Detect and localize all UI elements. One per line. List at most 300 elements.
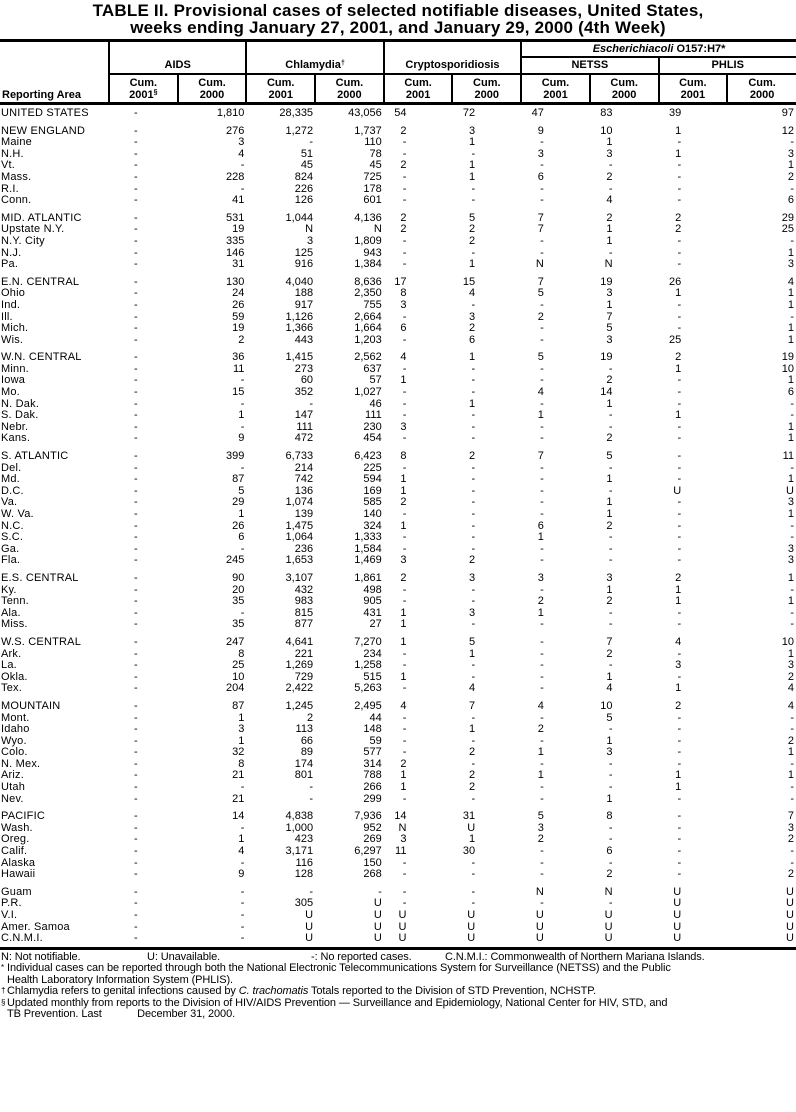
value-cell: 3 [400,833,407,846]
value-cell: 1 [400,484,407,497]
table-row [0,509,796,521]
value-cell: 7,270 [354,635,382,648]
value-cell: 43,056 [348,107,382,119]
value-cell: 140 [363,508,382,520]
value-cell: 1,366 [285,322,314,335]
value-cell: - [240,821,245,834]
value-cell: U [452,933,521,948]
value-cell: 2,350 [354,287,382,300]
value-cell: - [608,159,613,172]
value-cell: 3 [238,136,245,149]
table-row [0,660,796,672]
value-cell: - [134,496,138,509]
value-cell: 2 [675,699,682,712]
table-row [0,410,796,422]
value-cell: 2,495 [354,699,382,712]
value-cell: 1 [537,769,544,782]
value-cell: - [677,845,682,858]
value-cell: U [590,933,659,948]
value-cell: 273 [294,362,314,375]
value-cell: - [240,909,245,921]
value-cell: 2 [675,571,682,584]
value-cell: 6 [787,194,794,207]
value-cell: - [309,792,314,805]
value-cell: 2 [469,746,476,759]
value-cell: 1,203 [354,333,382,346]
value-cell: 26 [668,275,682,288]
value-cell: 601 [363,194,382,207]
value-cell: - [677,606,682,619]
value-cell: - [677,554,682,567]
value-cell: - [402,856,407,869]
value-cell: 15 [462,275,476,288]
value-cell: - [471,670,476,683]
value-cell: 236 [294,542,314,555]
value-cell: U [315,933,384,948]
value-cell: - [471,362,476,375]
reporting-area-cell: Hawaii [1,868,36,881]
value-cell: 20 [232,583,245,596]
value-cell: - [608,723,613,736]
value-cell: 2 [400,757,407,770]
value-cell: U [673,897,682,910]
value-cell: - [471,484,476,497]
table-row [0,364,796,376]
value-cell: - [134,461,138,474]
value-cell: - [402,258,407,271]
value-cell: - [677,723,682,736]
table-row [0,224,796,236]
value-cell: - [134,583,138,596]
value-cell: 6 [469,333,476,346]
table-row [0,149,796,161]
value-cell: - [402,711,407,724]
value-cell: N [305,223,314,236]
value-cell: 1 [606,670,613,683]
header-crypto-2000: Cum. 2000 [452,74,521,104]
value-cell: 276 [226,124,245,137]
value-cell: - [240,606,245,619]
value-cell: 19 [781,351,794,364]
value-cell: - [134,386,138,399]
reporting-area-cell: NEW ENGLAND [1,124,86,137]
table-row [0,846,796,858]
value-cell: 31 [462,810,476,823]
value-cell: - [378,885,382,898]
value-cell: 1 [787,746,794,759]
value-cell: 221 [294,647,314,660]
reporting-area-cell: Wyo. [1,734,27,747]
value-cell: 97 [781,107,794,119]
value-cell: - [608,531,613,544]
reporting-area-cell: Conn. [1,194,32,207]
value-cell: 2 [675,351,682,364]
value-cell: 4,136 [354,211,382,224]
footnote-aids: § Updated monthly from reports to the Division of HIV/AIDS Prevention — Surveillance and Epidemiology, National Center for HIV, STD, and TB Prevention. Last December 31, 2000. [1,996,668,1021]
reporting-area-cell: Vt. [1,159,16,172]
value-cell: U [467,821,476,834]
reporting-area-cell: Pa. [1,258,19,271]
value-cell: 2 [469,554,476,567]
value-cell: - [402,310,407,323]
value-cell: 204 [226,682,245,695]
value-cell: - [134,519,138,532]
value-cell: 174 [294,757,314,770]
value-cell: - [109,933,178,948]
value-cell: - [471,856,476,869]
value-cell: 111 [296,420,314,433]
reporting-area-cell: Oreg. [1,833,30,846]
value-cell: 1 [675,781,682,794]
value-cell: 45 [300,159,314,172]
value-cell: - [608,554,613,567]
value-cell: 943 [363,246,382,259]
value-cell: 324 [363,519,382,532]
header-chlamydia-2001: Cum. 2001 [246,74,315,104]
value-cell: - [402,461,407,474]
value-cell: 225 [363,461,382,474]
value-cell: 6 [238,531,245,544]
reporting-area-cell: W.S. CENTRAL [1,635,82,648]
reporting-area-cell: Wis. [1,333,24,346]
value-cell: - [471,508,476,520]
header-netss-2000: Cum. 2000 [590,74,659,104]
value-cell: 4 [537,699,544,712]
table-row [0,248,796,260]
value-cell: - [402,734,407,747]
value-cell: 14 [600,386,613,399]
value-cell: 1 [675,409,682,422]
table-row [0,335,796,347]
table-row [0,184,796,196]
value-cell: U [535,909,544,921]
value-cell: 26 [232,519,245,532]
value-cell: - [608,182,613,195]
value-cell: - [134,868,138,881]
value-cell: - [677,670,682,683]
reporting-area-cell: Ind. [1,298,21,311]
reporting-area-cell: Idaho [1,723,30,736]
value-cell: 3 [787,496,794,509]
value-cell: - [540,792,544,805]
value-cell: - [134,409,138,422]
header-phlis-2001: Cum. 2001 [659,74,728,104]
value-cell: - [608,769,613,782]
value-cell: 1 [400,781,407,794]
value-cell: 35 [232,595,245,608]
value-cell: - [134,333,138,346]
value-cell: 19 [232,223,245,236]
value-cell: 2 [787,170,794,183]
value-cell: 10 [781,362,794,375]
value-cell: 3,107 [285,571,314,584]
value-cell: - [540,298,544,311]
value-cell: U [673,885,682,898]
value-cell: 4 [238,147,245,160]
table-row [0,544,796,556]
value-cell: - [402,194,407,207]
value-cell: - [540,432,544,445]
value-cell: - [677,508,682,520]
table-row [0,160,796,172]
header-chlamydia-2000: Cum. 2000 [315,74,384,104]
value-cell: - [790,409,794,422]
reporting-area-cell: Colo. [1,746,28,759]
value-cell: - [402,897,407,910]
value-cell: - [134,374,138,387]
value-cell: - [677,821,682,834]
value-cell: 3 [537,571,544,584]
value-cell: 877 [294,618,314,631]
value-cell: 7 [787,810,794,823]
value-cell: 1,064 [285,531,314,544]
value-cell: - [540,635,544,648]
value-cell: U [384,933,453,948]
value-cell: - [402,333,407,346]
table-row [0,631,796,649]
value-cell: - [402,885,407,898]
reporting-area-cell: Md. [1,473,20,486]
value-cell: 1 [469,397,476,410]
header-blank [0,41,109,75]
value-cell: - [540,234,544,247]
value-cell: - [677,432,682,445]
value-cell: U [398,909,407,921]
value-cell: 1 [606,583,613,596]
value-cell: - [402,723,407,736]
value-cell: 8 [238,647,245,660]
value-cell: 4 [787,275,794,288]
value-cell: 2 [469,322,476,335]
value-cell: - [471,711,476,724]
value-cell: 454 [363,432,382,445]
value-cell: 10 [600,124,613,137]
value-cell: 8 [400,450,407,463]
value-cell: 39 [668,107,682,119]
value-cell: - [677,194,682,207]
reporting-area-cell: Tenn. [1,595,29,608]
value-cell: 1 [606,496,613,509]
value-cell: 11 [395,845,407,858]
value-cell: - [540,496,544,509]
table-row [0,555,796,567]
value-cell: 1 [787,298,794,311]
value-cell: 1 [400,618,407,631]
value-cell: 2 [469,223,476,236]
value-cell: 6 [606,845,613,858]
value-cell: - [677,542,682,555]
value-cell: 139 [294,508,314,520]
table-row [0,736,796,748]
value-cell: - [309,397,314,410]
reporting-area-cell: PACIFIC [1,810,45,823]
value-cell: - [677,386,682,399]
value-cell: - [471,374,476,387]
value-cell: 4 [537,386,544,399]
value-cell: 214 [294,461,314,474]
value-cell: 54 [394,107,407,119]
value-cell: 3 [306,234,314,247]
value-cell: - [134,223,138,236]
value-cell: 1 [469,136,476,149]
value-cell: 19 [232,322,245,335]
value-cell: U [786,897,794,910]
value-cell: U [659,933,728,948]
value-cell: - [540,484,544,497]
value-cell: 432 [294,583,314,596]
reporting-area-cell: Miss. [1,618,28,631]
value-cell: 4,641 [285,635,314,648]
reporting-area-cell: W.N. CENTRAL [1,351,82,364]
value-cell: 1 [238,409,245,422]
value-cell: - [790,531,794,544]
value-cell: - [134,322,138,335]
table-row [0,433,796,445]
value-cell: 917 [294,298,314,311]
value-cell: - [134,310,138,323]
legend-not-notifiable: N: Not notifiable. [1,950,81,963]
reporting-area-cell: Amer. Samoa [1,920,70,933]
value-cell: 3 [787,554,794,567]
value-cell: - [134,711,138,724]
value-cell: - [134,147,138,160]
reporting-area-cell: C.N.M.I. [0,933,109,948]
value-cell: 637 [363,362,382,375]
header-crypto-2001: Cum. 2001 [384,74,453,104]
header-netss-2001: Cum. 2001 [521,74,590,104]
table-row [0,346,796,364]
reporting-area-cell: Maine [1,136,32,149]
value-cell: 19 [600,275,613,288]
value-cell: 268 [363,868,382,881]
value-cell: 1 [675,287,682,300]
value-cell: 3 [469,310,476,323]
value-cell: 1 [787,647,794,660]
value-cell: 3 [469,571,476,584]
value-cell: 247 [226,635,245,648]
value-cell: 15 [232,386,245,399]
value-cell: - [134,897,138,910]
value-cell: - [608,659,613,672]
value-cell: - [134,473,138,486]
reporting-area-cell: Calif. [1,845,28,858]
value-cell: 5 [606,322,613,335]
value-cell: - [134,182,138,195]
header-aids: AIDS [109,41,246,75]
value-cell: - [240,920,245,933]
value-cell: 4 [469,682,476,695]
value-cell: - [178,933,247,948]
value-cell: - [540,647,544,660]
value-cell: 1,384 [354,258,382,271]
value-cell: 577 [363,746,382,759]
value-cell: - [134,647,138,660]
value-cell: - [471,897,476,910]
value-cell: - [402,659,407,672]
value-cell: - [134,746,138,759]
value-cell: 2 [400,571,407,584]
value-cell: 60 [300,374,314,387]
value-cell: 1 [675,769,682,782]
value-cell: - [134,275,138,288]
value-cell: 2 [606,211,613,224]
value-cell: 266 [363,781,382,794]
value-cell: 1,272 [285,124,314,137]
value-cell: 24 [232,287,245,300]
value-cell: - [134,554,138,567]
reporting-area-cell: Ohio [1,287,26,300]
value-cell: - [608,484,613,497]
value-cell: - [540,136,544,149]
value-cell: 2 [675,211,682,224]
value-cell: 2 [537,310,544,323]
value-cell: - [134,542,138,555]
value-cell: - [677,496,682,509]
value-cell: 2 [469,781,476,794]
value-cell: 1,044 [285,211,314,224]
value-cell: - [134,723,138,736]
value-cell: - [134,159,138,172]
value-cell: 9 [238,868,245,881]
reporting-area-cell: E.S. CENTRAL [1,571,79,584]
table-row [0,207,796,225]
reporting-area-cell: Wash. [1,821,33,834]
value-cell: - [402,147,407,160]
value-cell: - [677,473,682,486]
reporting-area-cell: Ky. [1,583,17,596]
value-cell: U [673,920,682,933]
value-cell: 3 [469,124,476,137]
value-cell: 51 [300,147,314,160]
value-cell: 1 [787,473,794,486]
value-cell: - [134,397,138,410]
value-cell: - [540,757,544,770]
value-cell: - [134,211,138,224]
value-cell: - [134,136,138,149]
value-cell: - [540,868,544,881]
table-row [0,794,796,806]
value-cell: 128 [294,868,314,881]
value-cell: 916 [294,258,314,271]
value-cell: 7 [606,310,613,323]
value-cell: 1 [675,362,682,375]
value-cell: 314 [363,757,382,770]
value-cell: 169 [363,484,382,497]
value-cell: 228 [226,170,245,183]
reporting-area-cell: Guam [1,885,32,898]
value-cell: 87 [232,699,245,712]
value-cell: 29 [232,496,245,509]
value-cell: - [608,606,613,619]
value-cell: 19 [600,351,613,364]
value-cell: - [402,246,407,259]
value-cell: - [471,519,476,532]
value-cell: 1,584 [354,542,382,555]
value-cell: N [604,258,613,271]
reporting-area-cell: Alaska [1,856,36,869]
value-cell: - [471,618,476,631]
value-cell: 423 [294,833,314,846]
value-cell: - [471,792,476,805]
value-cell: 136 [294,484,314,497]
value-cell: 36 [232,351,245,364]
value-cell: 8 [606,810,613,823]
value-cell: 269 [363,833,382,846]
reporting-area-cell: Tex. [1,682,22,695]
reporting-area-cell: Ariz. [1,769,24,782]
table-row [0,300,796,312]
value-cell: 3 [606,333,613,346]
